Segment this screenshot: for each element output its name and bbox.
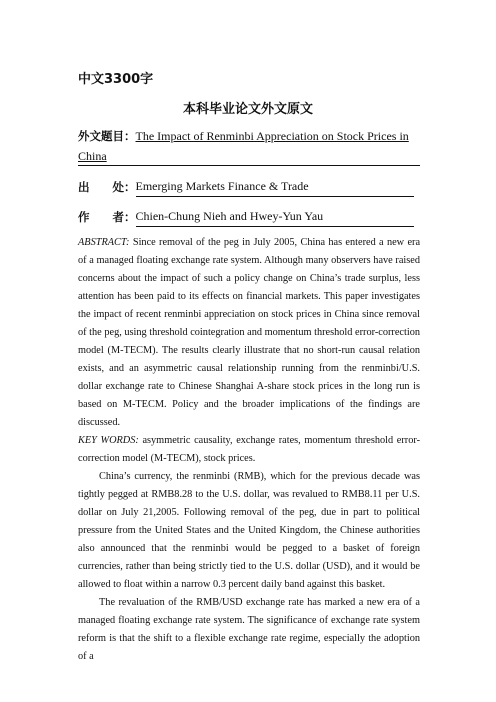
abstract-label: ABSTRACT: bbox=[78, 237, 130, 248]
author-value: Chien-Chung Nieh and Hwey-Yun Yau bbox=[135, 209, 324, 223]
source-row bbox=[78, 176, 420, 197]
paragraph-1: China’s currency, the renminbi (RMB), which for the previous decade was tightly pegged at RMB8.28 to the U.S. dollar, was revalued to RMB8.11 per U.S. dollar on July 21,2005. Following removal of the peg, due in part to political pressure from the United States and the United Kingdom, the Chinese authorities also announced that the renminbi would be pegged to a basket of foreign currencies, rather than being strictly tied to the U.S. dollar (USD), and it would be allowed to float within a narrow 0.3 percent daily band against this basket. bbox=[78, 471, 420, 590]
author-field bbox=[136, 206, 414, 227]
title-underline bbox=[78, 165, 420, 166]
keywords-label: KEY WORDS: bbox=[78, 435, 139, 446]
source-field bbox=[136, 176, 414, 197]
foreign-title-label: 外文题目： bbox=[78, 129, 136, 143]
body-text bbox=[78, 234, 420, 666]
source-value: Emerging Markets Finance & Trade bbox=[135, 179, 309, 193]
author-row bbox=[78, 206, 420, 227]
keywords-text: asymmetric causality, exchange rates, momentum threshold error-correction model (M-TECM), stock prices. bbox=[78, 435, 421, 464]
word-count-heading: 中文3300字 bbox=[78, 72, 154, 87]
keywords-paragraph bbox=[78, 432, 420, 468]
paragraph-2: The revaluation of the RMB/USD exchange rate has marked a new era of a managed floating exchange rate system. The significance of exchange rate system reform is that the shift to a flexible exchange rate regime, especially the adoption of a bbox=[78, 597, 420, 662]
abstract-text: Since removal of the peg in July 2005, China has entered a new era of a managed floating exchange rate system. Although many observers have raised concerns about the impact of such a policy change on China’s trade surplus, less attention has been paid to its effects on financial markets. This paper investigates the impact of recent renminbi appreciation on stock prices in China since removal of the peg, using threshold cointegration and momentum threshold error-correction model (M-TECM). The results clearly illustrate that no short-run causal relation exists, and an asymmetric causal relationship running from the renminbi/U.S. dollar exchange rate to Chinese Shanghai A-share stock prices in the long run is based on M-TECM. Policy and the broader implications of the findings are discussed. bbox=[78, 237, 421, 428]
author-label: 作 者： bbox=[78, 210, 136, 224]
document-title: 本科毕业论文外文原文 bbox=[182, 102, 313, 117]
foreign-title-row bbox=[78, 126, 420, 166]
abstract-paragraph bbox=[78, 234, 420, 432]
source-label: 出 处： bbox=[78, 180, 136, 194]
foreign-title-value: The Impact of Renminbi Appreciation on Stock Prices in China bbox=[78, 129, 409, 163]
